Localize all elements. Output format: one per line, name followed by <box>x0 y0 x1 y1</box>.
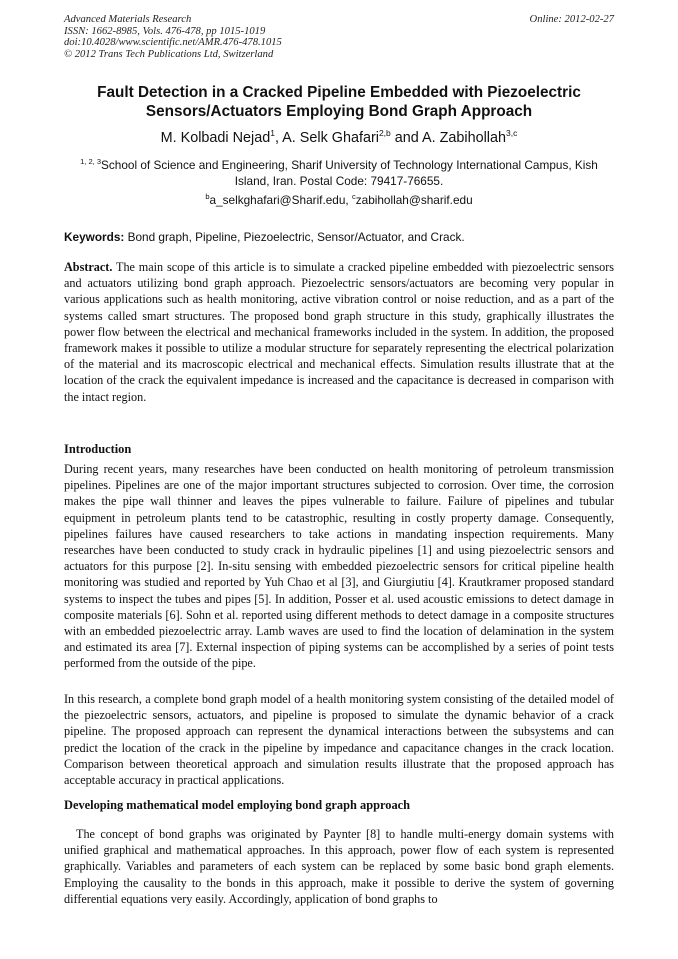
affiliation <box>64 158 614 189</box>
abstract-label: Abstract. <box>64 260 113 274</box>
author-name: A. Zabihollah <box>422 130 506 146</box>
email-sup-b: b <box>205 192 210 202</box>
journal-header <box>64 14 282 60</box>
author-name: M. Kolbadi Nejad <box>160 130 271 146</box>
email-c[interactable]: zabihollah@sharif.edu <box>355 193 473 207</box>
email-b[interactable]: a_selkghafari@Sharif.edu, <box>209 193 352 207</box>
copyright-line: © 2012 Trans Tech Publications Ltd, Switzerland <box>64 48 274 60</box>
author-separator: , <box>274 130 283 146</box>
abstract-text: The main scope of this article is to simulate a cracked pipeline embedded with piezoelectric sensors and actuators utilizing bond graph approach. Piezoelectric sensors/actuators are becoming very popular in various applications such as health monitoring, active vibration control or noise reduction, and as a part of the systems called smart structures. The proposed bond graph structure in this study, graphically illustrates the power flow between the electrical and mechanical frameworks included in the system. In addition, the proposed framework makes it possible to utilize a modular structure for separately representing the electrical polarization of the material and its macroscopic electrical and mechanical effects. Simulation results illustrate that at the location of the crack the equivalent impedance is increased and the capacitance is decreased in comparison with the intact region. <box>64 260 614 404</box>
introduction-paragraph: In this research, a complete bond graph model of a health monitoring system consisting of the detailed model of the piezoelectric sensors, actuators, and pipeline is proposed to simulate the dynamic behavior of a crack pipeline. The proposed approach can represent the dynamical interactions between the subsystems and can predict the location of the crack in the pipeline by impedance and capacitance changes in the crack location. Comparison between theoretical approach and simulation results illustrate that the proposed approach has acceptable accuracy in practical applications. <box>64 692 614 788</box>
author-separator: and <box>390 130 422 146</box>
affiliation-sup: 1, 2, 3 <box>80 157 101 167</box>
developing-paragraph: The concept of bond graphs was originated by Paynter [8] to handle multi-energy domain systems with unified graphical and mathematical approaches. In this approach, power flow of each system is represented graphically. Variables and parameters of each system can be replaced by some basic bond graph elements. Employing the causality to the bonds in this approach, make it possible to derive the system of governing differential equations very easily. Accordingly, application of bond graphs to <box>64 827 614 906</box>
keywords <box>64 230 614 245</box>
section-heading-introduction: Introduction <box>64 442 132 456</box>
author-sup: 2,b <box>378 128 391 139</box>
keywords-text: Bond graph, Pipeline, Piezoelectric, Sensor/Actuator, and Crack. <box>124 230 465 244</box>
doi-line[interactable]: doi:10.4028/www.scientific.net/AMR.476-478.1015 <box>64 37 282 49</box>
author-list <box>64 129 614 147</box>
email-sup-c: c <box>351 192 356 202</box>
author-name: A. Selk Ghafari <box>282 130 379 146</box>
abstract <box>64 259 614 405</box>
keywords-label: Keywords: <box>64 230 125 244</box>
online-date: Online: 2012-02-27 <box>529 14 614 25</box>
email-line <box>64 193 614 208</box>
introduction-paragraph: During recent years, many researches have been conducted on health monitoring of petroleum transmission pipelines. Pipelines are one of the major important structures subjected to corrosion. Over time, the corrosion makes the pipe wall thinner and leaves the pipes vulnerable to failure. Failure of pipelines and tubular equipment in petroleum plants tend to be catastrophic, resulting in costly property damage. Consequently, pipelines failures have caused researchers to take actions in mandating inspection requirements. Many researches have been conducted to study crack in hydraulic pipelines [1] and using piezoelectric sensors and actuators for this purpose [2]. In-situ sensing with embedded piezoelectric sensors for critical pipeline health monitoring was studied and reported by Yuh Chao et al [3], and Giurgiutiu [4]. Krautkramer proposed standard systems to inspect the tubes and pipes [5]. In addition, Posser et al. used acoustic emissions to detect damage in composite materials [6]. Sohn et al. reported using different methods to detect damage in a composite structures with an embedded piezoelectric array. Lamb waves are used to find the location of delamination in the system and estimated its area [7]. External inspection of piping systems can be accomplished by a series of point tests performed from the outside of the pipe. <box>64 462 614 671</box>
issn-line: ISSN: 1662-8985, Vols. 476-478, pp 1015-1019 <box>64 25 266 37</box>
author-sup: 3,c <box>506 128 518 139</box>
paper-title: Fault Detection in a Cracked Pipeline Embedded with Piezoelectric Sensors/Actuators Employing Bond Graph Approach <box>97 84 581 120</box>
affiliation-text: School of Science and Engineering, Sharif University of Technology International Campus, Kish Island, Iran. Postal Code: 79417-76655. <box>101 158 598 188</box>
section-heading-developing: Developing mathematical model employing bond graph approach <box>64 798 411 812</box>
author-sup: 1 <box>270 128 275 139</box>
journal-name: Advanced Materials Research <box>64 14 192 25</box>
